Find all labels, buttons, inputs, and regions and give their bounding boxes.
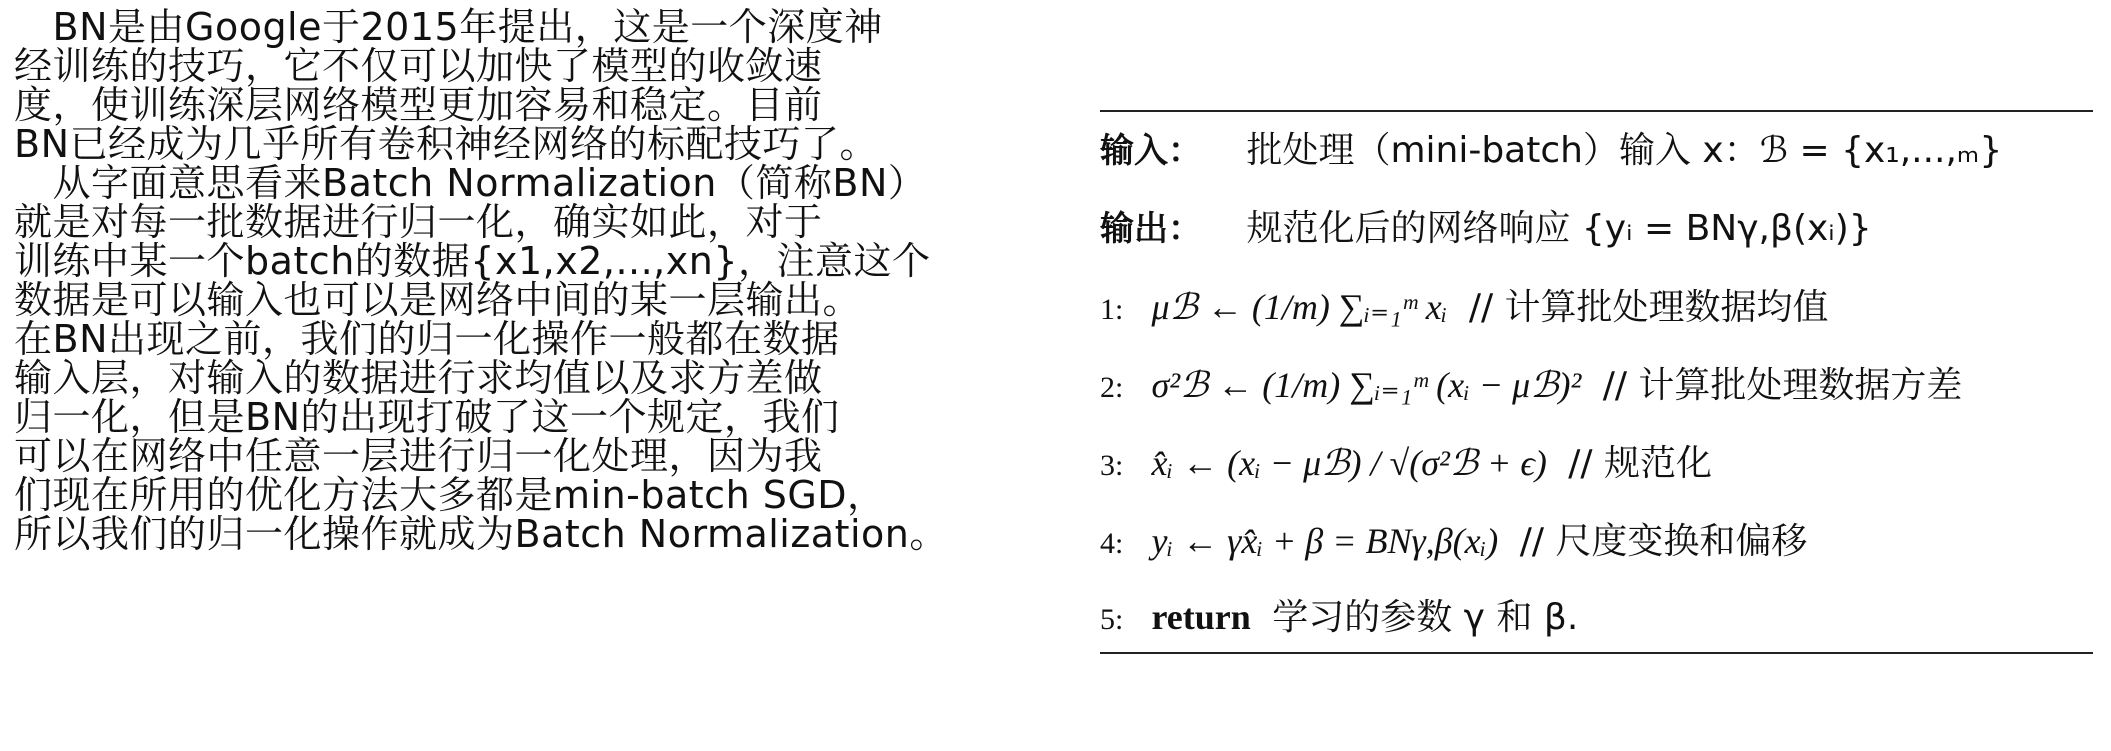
paragraph-line: 数据是可以输入也可以是网络中间的某一层输出。 — [14, 278, 862, 322]
paragraph-line: 训练中某一个batch的数据{x1,x2,...,xn}，注意这个 — [14, 239, 931, 283]
paragraph-line: 度，使训练深层网络模型更加容易和稳定。目前 — [14, 83, 823, 127]
input-label: 输入： — [1100, 131, 1202, 171]
output-description: 规范化后的网络响应 {yᵢ = BNγ,β(xᵢ)} — [1246, 208, 1872, 249]
step-number: 5: — [1100, 603, 1124, 636]
paragraph-line: 输入层，对输入的数据进行求均值以及求方差做 — [14, 356, 823, 400]
algorithm-step-1 — [1100, 282, 1829, 332]
step-comment: // 计算批处理数据均值 — [1468, 287, 1829, 328]
step-number: 4: — [1100, 527, 1124, 560]
step-formula: σ²ℬ ← (1/m) ∑ᵢ₌₁ᵐ (xᵢ − μℬ)² — [1151, 365, 1582, 405]
article-text-column — [14, 0, 1014, 751]
algorithm-box — [1100, 0, 2100, 751]
paragraph-line: 在BN出现之前，我们的归一化操作一般都在数据 — [14, 317, 840, 361]
step-comment: // 规范化 — [1568, 443, 1712, 484]
paragraph-line: 们现在所用的优化方法大多都是min-batch SGD， — [14, 473, 886, 517]
step-comment: // 尺度变换和偏移 — [1519, 521, 1808, 562]
paragraph-line: 归一化，但是BN的出现打破了这一个规定，我们 — [14, 395, 840, 439]
algorithm-step-4 — [1100, 516, 1807, 566]
input-description: 批处理（mini-batch）输入 x：ℬ = {x₁,...,ₘ} — [1246, 130, 2003, 171]
algorithm-bottom-rule — [1100, 652, 2093, 654]
step-number: 1: — [1100, 293, 1124, 326]
paragraph-line: BN是由Google于2015年提出，这是一个深度神 — [14, 5, 883, 49]
paragraph-line: 所以我们的归一化操作就成为Batch Normalization。 — [14, 512, 948, 556]
step-number: 2: — [1100, 371, 1124, 404]
algorithm-output-row — [1100, 204, 1872, 254]
algorithm-top-rule — [1100, 110, 2093, 112]
paragraph-line: 就是对每一批数据进行归一化，确实如此，对于 — [14, 200, 823, 244]
step-comment: // 计算批处理数据方差 — [1602, 365, 1963, 406]
algorithm-step-3 — [1100, 438, 1712, 488]
paragraph-line: 从字面意思看来Batch Normalization（简称BN） — [14, 161, 927, 205]
paragraph-line: 可以在网络中任意一层进行归一化处理，因为我 — [14, 434, 823, 478]
return-keyword: return — [1151, 597, 1251, 637]
paragraph-line: 经训练的技巧，它不仅可以加快了模型的收敛速 — [14, 44, 823, 88]
step-formula: x̂ᵢ ← (xᵢ − μℬ) / √(σ²ℬ + ϵ) — [1151, 443, 1547, 483]
step-formula: μℬ ← (1/m) ∑ᵢ₌₁ᵐ xᵢ — [1151, 287, 1448, 327]
step-formula: yᵢ ← γx̂ᵢ + β = BNγ,β(xᵢ) — [1151, 521, 1499, 561]
algorithm-step-2 — [1100, 360, 1962, 410]
algorithm-step-5 — [1100, 592, 1578, 642]
step-number: 3: — [1100, 449, 1124, 482]
algorithm-input-row — [1100, 126, 2002, 176]
paragraph-line: BN已经成为几乎所有卷积神经网络的标配技巧了。 — [14, 122, 878, 166]
output-label: 输出： — [1100, 209, 1202, 249]
return-text: 学习的参数 γ 和 β. — [1272, 597, 1579, 638]
